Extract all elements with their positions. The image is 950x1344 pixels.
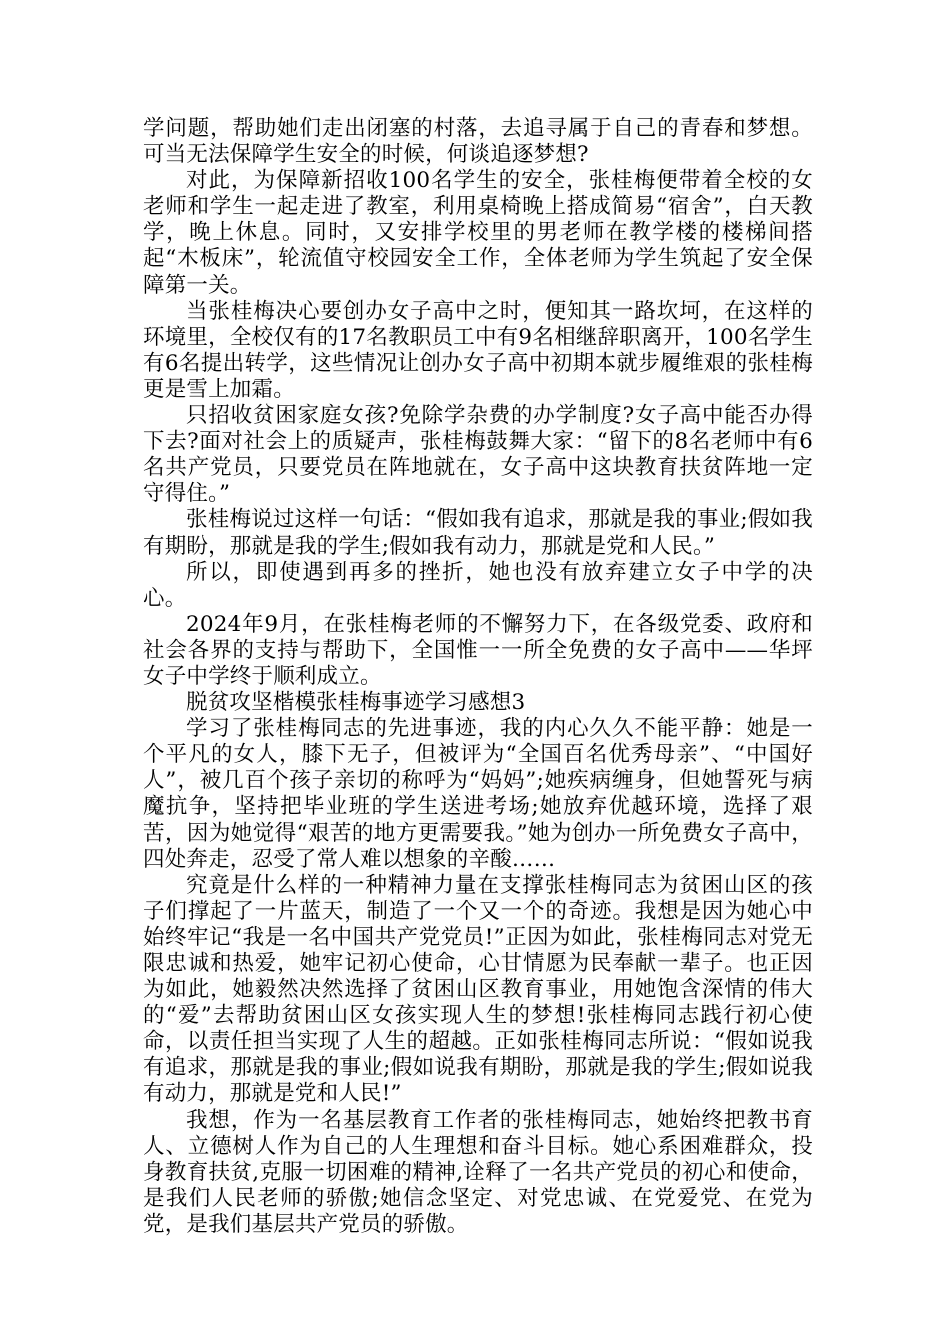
paragraph: 所以，即使遇到再多的挫折，她也没有放弃建立女子中学的决心。 — [143, 559, 813, 611]
section-heading: 脱贫攻坚楷模张桂梅事迹学习感想3 — [186, 690, 526, 716]
paragraph: 张桂梅说过这样一句话：“假如我有追求，那就是我的事业;假如我有期盼，那就是我的学生;假如我有动力，那就是党和人民。” — [143, 507, 813, 559]
document-page — [143, 116, 813, 1238]
paragraph: 究竟是什么样的一种精神力量在支撑张桂梅同志为贫困山区的孩子们撑起了一片蓝天，制造了一个又一个的奇迹。我想是因为她心中始终牢记“我是一名中国共产党党员!”正因为如此，张桂梅同志对党无限忠诚和热爱，她牢记初心使命，心甘情愿为民奉献一辈子。也正因为如此，她毅然决然选择了贫困山区教育事业，用她饱含深情的伟大的“爱”去帮助贫困山区女孩实现人生的梦想!张桂梅同志践行初心使命，以责任担当实现了人生的超越。正如张桂梅同志所说：“假如说我有追求，那就是我的事业;假如说我有期盼，那就是我的学生;假如说我有动力，那就是党和人民!” — [143, 872, 813, 1107]
paragraph-continuation: 学问题，帮助她们走出闭塞的村落，去追寻属于自己的青春和梦想。可当无法保障学生安全的时候，何谈追逐梦想? — [143, 116, 813, 168]
paragraph: 学习了张桂梅同志的先进事迹，我的内心久久不能平静：她是一个平凡的女人，膝下无子，但被评为“全国百名优秀母亲”、“中国好人”，被几百个孩子亲切的称呼为“妈妈”;她疾病缠身，但她誓死与病魔抗争，坚持把毕业班的学生送进考场;她放弃优越环境，选择了艰苦，因为她觉得“艰苦的地方更需要我。”她为创办一所免费女子高中，四处奔走，忍受了常人难以想象的辛酸…… — [143, 716, 813, 872]
paragraph: 只招收贫困家庭女孩?免除学杂费的办学制度?女子高中能否办得下去?面对社会上的质疑声，张桂梅鼓舞大家：“留下的8名老师中有6名共产党员，只要党员在阵地就在，女子高中这块教育扶贫阵地一定守得住。” — [143, 403, 813, 507]
paragraph: 我想，作为一名基层教育工作者的张桂梅同志，她始终把教书育人、立德树人作为自己的人生理想和奋斗目标。她心系困难群众，投身教育扶贫,克服一切困难的精神,诠释了一名共产党员的初心和使命，是我们人民老师的骄傲;她信念坚定、对党忠诚、在党爱党、在党为党，是我们基层共产党员的骄傲。 — [143, 1107, 813, 1237]
paragraph: 当张桂梅决心要创办女子高中之时，便知其一路坎坷，在这样的环境里，全校仅有的17名教职员工中有9名相继辞职离开，100名学生有6名提出转学，这些情况让创办女子高中初期本就步履维艰的张桂梅更是雪上加霜。 — [143, 298, 813, 402]
paragraph: 2024年9月，在张桂梅老师的不懈努力下，在各级党委、政府和社会各界的支持与帮助下，全国惟一一所全免费的女子高中——华坪女子中学终于顺利成立。 — [143, 611, 813, 689]
paragraph: 对此，为保障新招收100名学生的安全，张桂梅便带着全校的女老师和学生一起走进了教室，利用桌椅晚上搭成简易“宿舍”，白天教学，晚上休息。同时，又安排学校里的男老师在教学楼的楼梯间搭起“木板床”，轮流值守校园安全工作，全体老师为学生筑起了安全保障第一关。 — [143, 168, 813, 298]
